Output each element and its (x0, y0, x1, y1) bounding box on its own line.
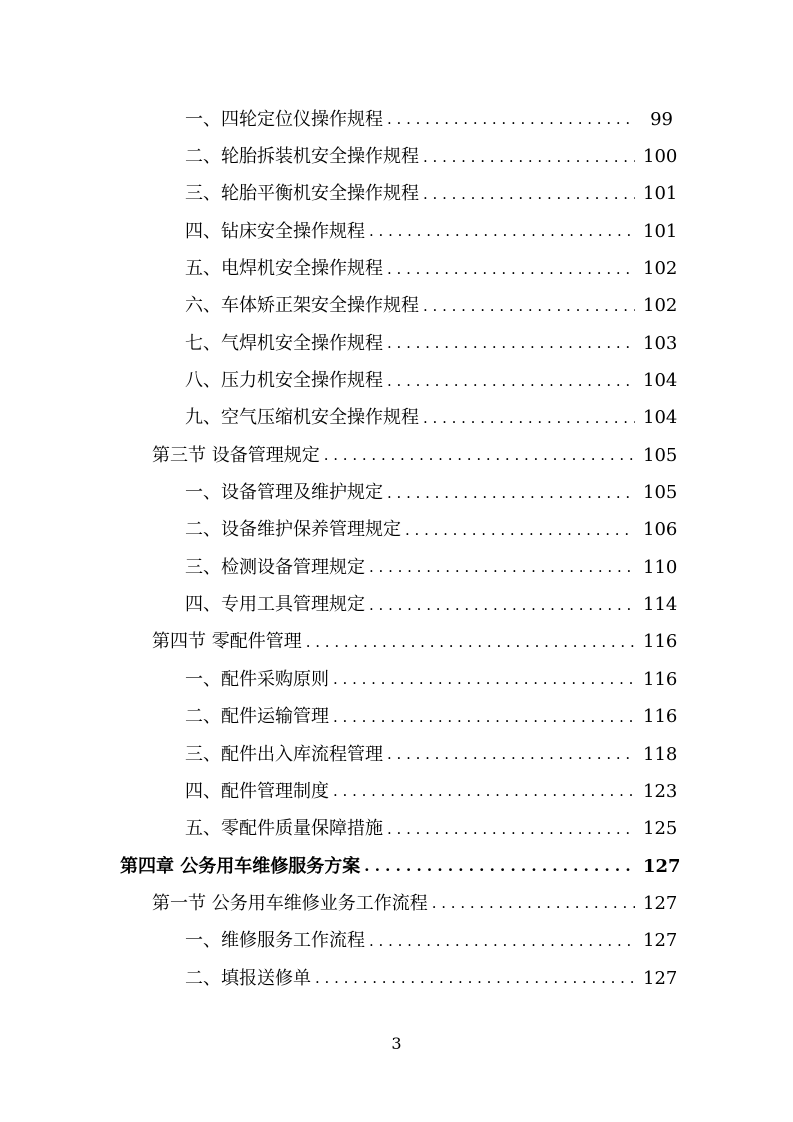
toc-entry[interactable] (0, 250, 793, 287)
toc-entry[interactable] (0, 138, 793, 175)
toc-dot-leader (369, 598, 635, 613)
toc-entry-page-number: 110 (643, 556, 678, 578)
toc-entry-page-number: 105 (643, 444, 678, 466)
toc-dot-leader (432, 896, 635, 911)
toc-entry-title: 第三节 设备管理规定 (152, 444, 320, 466)
toc-entry-title: 二、轮胎拆装机安全操作规程 (185, 146, 419, 168)
toc-entry-page-number: 118 (643, 743, 678, 765)
toc-dot-leader (333, 710, 635, 725)
toc-dot-leader (333, 672, 635, 687)
toc-entry[interactable] (0, 176, 793, 213)
toc-entry-title: 三、检测设备管理规定 (185, 556, 365, 578)
toc-dot-leader (364, 859, 635, 874)
toc-entry[interactable] (0, 512, 793, 549)
toc-entry[interactable] (0, 624, 793, 661)
toc-entry[interactable] (0, 736, 793, 773)
table-of-contents (0, 101, 793, 997)
toc-entry-page-number: 106 (643, 519, 678, 541)
toc-entry-page-number: 99 (650, 108, 673, 130)
toc-entry-title: 四、专用工具管理规定 (185, 594, 365, 616)
toc-entry-page-number: 116 (643, 668, 678, 690)
toc-entry[interactable] (0, 213, 793, 250)
toc-entry-title: 六、车体矫正架安全操作规程 (185, 295, 419, 317)
toc-entry[interactable] (0, 661, 793, 698)
toc-entry-title: 四、配件管理制度 (185, 780, 329, 802)
toc-entry-title: 五、电焊机安全操作规程 (185, 258, 383, 280)
toc-entry-title: 八、压力机安全操作规程 (185, 370, 383, 392)
toc-entry[interactable] (0, 437, 793, 474)
toc-entry[interactable] (0, 586, 793, 623)
toc-entry-page-number: 105 (643, 482, 678, 504)
toc-dot-leader (423, 187, 635, 202)
toc-entry-page-number: 125 (643, 818, 678, 840)
toc-entry-title: 二、填报送修单 (185, 967, 311, 989)
toc-entry-title: 第四节 零配件管理 (152, 631, 302, 653)
toc-dot-leader (387, 486, 635, 501)
toc-dot-leader (387, 822, 635, 837)
toc-entry[interactable] (0, 773, 793, 810)
toc-dot-leader (333, 784, 635, 799)
toc-entry-page-number: 102 (643, 258, 678, 280)
toc-entry[interactable] (0, 400, 793, 437)
toc-dot-leader (387, 262, 635, 277)
toc-entry[interactable] (0, 960, 793, 997)
toc-entry[interactable] (0, 325, 793, 362)
toc-entry-page-number: 103 (643, 332, 678, 354)
toc-entry-page-number: 104 (643, 407, 678, 429)
toc-dot-leader (423, 411, 635, 426)
toc-entry[interactable] (0, 885, 793, 922)
toc-entry-page-number: 102 (643, 295, 678, 317)
toc-entry-title: 三、轮胎平衡机安全操作规程 (185, 183, 419, 205)
toc-dot-leader (324, 448, 635, 463)
toc-entry-title: 第四章 公务用车维修服务方案 (120, 855, 361, 877)
toc-entry-title: 二、设备维护保养管理规定 (185, 519, 401, 541)
toc-dot-leader (369, 560, 635, 575)
toc-entry-title: 四、钻床安全操作规程 (185, 220, 365, 242)
toc-entry[interactable] (0, 362, 793, 399)
toc-entry-page-number: 127 (643, 930, 678, 952)
toc-entry[interactable] (0, 923, 793, 960)
toc-entry[interactable] (0, 811, 793, 848)
toc-entry-page-number: 101 (643, 220, 678, 242)
toc-entry-page-number: 116 (643, 631, 678, 653)
toc-dot-leader (387, 374, 635, 389)
toc-entry-title: 一、四轮定位仪操作规程 (185, 108, 383, 130)
toc-entry-title: 一、配件采购原则 (185, 668, 329, 690)
toc-entry-page-number: 127 (643, 892, 678, 914)
toc-entry-page-number: 101 (643, 183, 678, 205)
toc-dot-leader (369, 934, 635, 949)
toc-entry-page-number: 100 (643, 146, 678, 168)
toc-entry-page-number: 127 (643, 967, 678, 989)
toc-entry-page-number: 123 (643, 780, 678, 802)
toc-entry-title: 二、配件运输管理 (185, 706, 329, 728)
toc-entry-page-number: 116 (643, 706, 678, 728)
toc-entry-page-number: 114 (643, 594, 678, 616)
toc-entry-title: 一、维修服务工作流程 (185, 930, 365, 952)
toc-entry-title: 一、设备管理及维护规定 (185, 482, 383, 504)
toc-entry-title: 九、空气压缩机安全操作规程 (185, 407, 419, 429)
toc-dot-leader (423, 299, 635, 314)
toc-entry-title: 七、气焊机安全操作规程 (185, 332, 383, 354)
toc-dot-leader (387, 112, 635, 127)
toc-entry-page-number: 127 (643, 855, 681, 877)
toc-dot-leader (387, 336, 635, 351)
toc-entry-page-number: 104 (643, 370, 678, 392)
toc-dot-leader (315, 971, 635, 986)
toc-entry[interactable] (0, 848, 793, 885)
toc-entry[interactable] (0, 101, 793, 138)
toc-entry-title: 五、零配件质量保障措施 (185, 818, 383, 840)
toc-entry[interactable] (0, 549, 793, 586)
page-number: 3 (391, 1034, 402, 1053)
toc-dot-leader (405, 523, 635, 538)
toc-dot-leader (423, 150, 635, 165)
toc-entry-title: 第一节 公务用车维修业务工作流程 (152, 892, 428, 914)
toc-entry[interactable] (0, 474, 793, 511)
toc-entry-title: 三、配件出入库流程管理 (185, 743, 383, 765)
toc-dot-leader (306, 635, 635, 650)
toc-dot-leader (369, 224, 635, 239)
toc-dot-leader (387, 747, 635, 762)
toc-entry[interactable] (0, 699, 793, 736)
toc-entry[interactable] (0, 288, 793, 325)
